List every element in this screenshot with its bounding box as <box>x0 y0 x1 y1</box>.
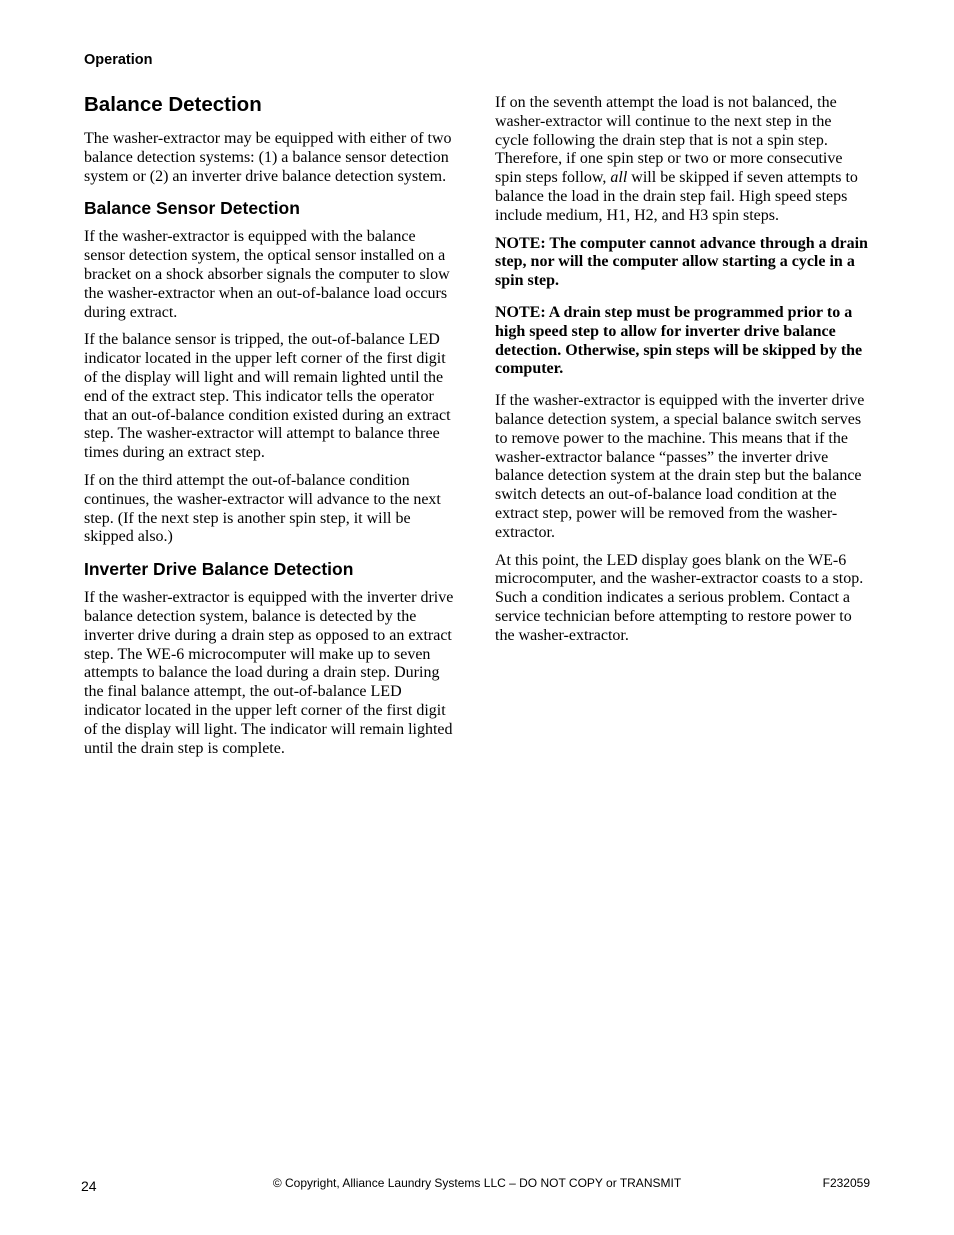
document-number: F232059 <box>822 1176 870 1190</box>
right-column <box>495 94 868 655</box>
intro-paragraph: The washer-extractor may be equipped with either of two balance detection systems: (1) a balance sensor detection system or (2) an inverter drive balance detection system. <box>84 130 452 185</box>
balance-sensor-heading: Balance Sensor Detection <box>84 198 300 219</box>
sensor-paragraph-3: If on the third attempt the out-of-balance condition continues, the washer-extractor will advance to the next step. (If the next step is another spin step, it will be skipped also.) <box>84 471 441 546</box>
copyright-notice: © Copyright, Alliance Laundry Systems LLC – DO NOT COPY or TRANSMIT <box>272 1176 682 1190</box>
inverter-drive-heading: Inverter Drive Balance Detection <box>84 559 354 580</box>
inverter-paragraph-1: If the washer-extractor is equipped with the inverter drive balance detection system, balance is detected by the inverter drive during a drain step as opposed to an extract step. The WE-6 microcomputer will make up to seven attempts to balance the load during a drain step. During the final balance attempt, the out-of-balance LED indicator located in the upper left corner of the first digit of the display will light. The indicator will remain lighted until the drain step is complete. <box>84 589 454 757</box>
seventh-attempt-text-b: will be skipped if seven attempts to balance the load in the drain step fail. High speed steps include medium, H1, H2, and H3 spin steps. <box>495 169 858 224</box>
sensor-paragraph-1: If the washer-extractor is equipped with the balance sensor detection system, the optical sensor installed on a bracket on a shock absorber signals the computer to slow the washer-extractor when an out-of-balance load occurs during extract. <box>84 228 450 321</box>
balance-switch-paragraph: If the washer-extractor is equipped with the inverter drive balance detection system, a special balance switch serves to remove power to the machine. This means that if the washer-extractor balance “passes” the inverter drive balance detection system at the drain step but the balance switch detects an out-of-balance load condition at the extract step, power will be removed from the washer-extractor. <box>495 392 865 541</box>
seventh-attempt-text-a: If on the seventh attempt the load is not balanced, the washer-extractor will continue to the next step in the cycle following the drain step that is not a spin step. Therefore, if one spin step or two or more consecutive spin steps follow, <box>495 94 843 187</box>
seventh-attempt-paragraph <box>495 94 868 226</box>
note-1: NOTE: The computer cannot advance through a drain step, nor will the computer allow starting a cycle in a spin step. <box>495 234 868 290</box>
sensor-paragraph-2: If the balance sensor is tripped, the out-of-balance LED indicator located in the upper left corner of the first digit of the display will light and will remain lighted until the end of the extract step. This indicator tells the operator that an out-of-balance condition existed during an extract step. The washer-extractor will attempt to balance three times during an extract step. <box>84 331 451 462</box>
page-number: 24 <box>81 1178 97 1194</box>
section-header: Operation <box>84 52 153 68</box>
led-blank-paragraph: At this point, the LED display goes blank on the WE-6 microcomputer, and the washer-extractor coasts to a stop. Such a condition indicates a serious problem. Contact a service technician before attempting to restore power to the washer-extractor. <box>495 551 864 644</box>
all-emphasis: all <box>610 169 628 187</box>
page-title: Balance Detection <box>84 93 262 116</box>
note-2: NOTE: A drain step must be programmed prior to a high speed step to allow for inverter drive balance detection. Otherwise, spin steps will be skipped by the computer. <box>495 303 863 378</box>
left-column <box>84 92 457 767</box>
